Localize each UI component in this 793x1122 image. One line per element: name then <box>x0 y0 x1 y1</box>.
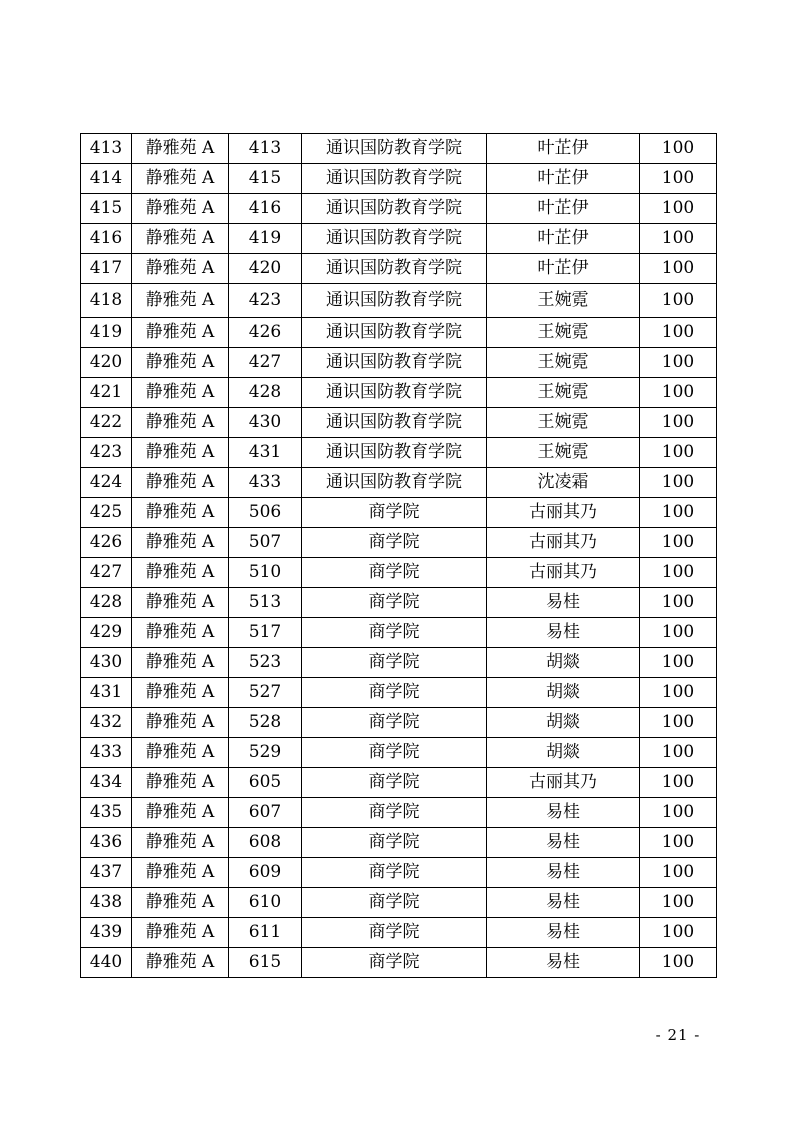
row-index-cell: 440 <box>81 948 132 978</box>
inspector-cell: 叶芷伊 <box>487 254 640 284</box>
score-cell: 100 <box>640 528 717 558</box>
row-index-cell: 420 <box>81 348 132 378</box>
score-cell: 100 <box>640 888 717 918</box>
college-cell: 商学院 <box>302 798 487 828</box>
building-cell: 静雅苑 A <box>132 498 229 528</box>
score-cell: 100 <box>640 164 717 194</box>
college-cell: 通识国防教育学院 <box>302 348 487 378</box>
score-cell: 100 <box>640 768 717 798</box>
table-row <box>81 828 717 858</box>
row-index-cell: 434 <box>81 768 132 798</box>
table-row <box>81 558 717 588</box>
room-cell: 517 <box>229 618 302 648</box>
table-row <box>81 438 717 468</box>
inspector-cell: 易桂 <box>487 918 640 948</box>
score-cell: 100 <box>640 918 717 948</box>
college-cell: 商学院 <box>302 948 487 978</box>
room-cell: 426 <box>229 318 302 348</box>
room-cell: 506 <box>229 498 302 528</box>
inspector-cell: 易桂 <box>487 588 640 618</box>
row-index-cell: 417 <box>81 254 132 284</box>
college-cell: 通识国防教育学院 <box>302 378 487 408</box>
table-row <box>81 888 717 918</box>
table-row <box>81 498 717 528</box>
inspector-cell: 易桂 <box>487 828 640 858</box>
inspector-cell: 叶芷伊 <box>487 224 640 254</box>
inspector-cell: 叶芷伊 <box>487 164 640 194</box>
college-cell: 商学院 <box>302 918 487 948</box>
table-row <box>81 858 717 888</box>
college-cell: 商学院 <box>302 648 487 678</box>
college-cell: 商学院 <box>302 738 487 768</box>
table-row <box>81 348 717 378</box>
table-row <box>81 738 717 768</box>
table-row <box>81 678 717 708</box>
room-cell: 430 <box>229 408 302 438</box>
building-cell: 静雅苑 A <box>132 558 229 588</box>
college-cell: 商学院 <box>302 858 487 888</box>
table-row <box>81 284 717 318</box>
college-cell: 商学院 <box>302 528 487 558</box>
dorm-score-table <box>80 133 717 978</box>
inspector-cell: 王婉霓 <box>487 378 640 408</box>
room-cell: 416 <box>229 194 302 224</box>
college-cell: 商学院 <box>302 768 487 798</box>
score-cell: 100 <box>640 378 717 408</box>
score-cell: 100 <box>640 134 717 164</box>
room-cell: 419 <box>229 224 302 254</box>
table-row <box>81 254 717 284</box>
score-cell: 100 <box>640 828 717 858</box>
college-cell: 通识国防教育学院 <box>302 224 487 254</box>
inspector-cell: 叶芷伊 <box>487 194 640 224</box>
room-cell: 527 <box>229 678 302 708</box>
building-cell: 静雅苑 A <box>132 348 229 378</box>
inspector-cell: 易桂 <box>487 948 640 978</box>
building-cell: 静雅苑 A <box>132 224 229 254</box>
inspector-cell: 胡燚 <box>487 678 640 708</box>
row-index-cell: 430 <box>81 648 132 678</box>
inspector-cell: 易桂 <box>487 618 640 648</box>
room-cell: 428 <box>229 378 302 408</box>
college-cell: 通识国防教育学院 <box>302 284 487 318</box>
row-index-cell: 428 <box>81 588 132 618</box>
room-cell: 420 <box>229 254 302 284</box>
score-cell: 100 <box>640 254 717 284</box>
table-row <box>81 164 717 194</box>
room-cell: 431 <box>229 438 302 468</box>
college-cell: 通识国防教育学院 <box>302 438 487 468</box>
inspector-cell: 易桂 <box>487 858 640 888</box>
score-cell: 100 <box>640 194 717 224</box>
room-cell: 507 <box>229 528 302 558</box>
building-cell: 静雅苑 A <box>132 588 229 618</box>
college-cell: 通识国防教育学院 <box>302 318 487 348</box>
room-cell: 510 <box>229 558 302 588</box>
row-index-cell: 423 <box>81 438 132 468</box>
table-row <box>81 194 717 224</box>
college-cell: 通识国防教育学院 <box>302 254 487 284</box>
page-number: - 21 - <box>655 1026 701 1044</box>
building-cell: 静雅苑 A <box>132 918 229 948</box>
room-cell: 413 <box>229 134 302 164</box>
room-cell: 529 <box>229 738 302 768</box>
table-row <box>81 768 717 798</box>
room-cell: 607 <box>229 798 302 828</box>
room-cell: 513 <box>229 588 302 618</box>
inspector-cell: 王婉霓 <box>487 438 640 468</box>
score-cell: 100 <box>640 348 717 378</box>
college-cell: 商学院 <box>302 558 487 588</box>
building-cell: 静雅苑 A <box>132 738 229 768</box>
room-cell: 427 <box>229 348 302 378</box>
table-body <box>81 134 717 978</box>
row-index-cell: 421 <box>81 378 132 408</box>
score-cell: 100 <box>640 708 717 738</box>
room-cell: 611 <box>229 918 302 948</box>
building-cell: 静雅苑 A <box>132 164 229 194</box>
building-cell: 静雅苑 A <box>132 134 229 164</box>
inspector-cell: 古丽其乃 <box>487 558 640 588</box>
score-cell: 100 <box>640 408 717 438</box>
inspector-cell: 胡燚 <box>487 738 640 768</box>
building-cell: 静雅苑 A <box>132 528 229 558</box>
row-index-cell: 437 <box>81 858 132 888</box>
table-row <box>81 918 717 948</box>
room-cell: 610 <box>229 888 302 918</box>
row-index-cell: 415 <box>81 194 132 224</box>
table-row <box>81 408 717 438</box>
room-cell: 523 <box>229 648 302 678</box>
row-index-cell: 438 <box>81 888 132 918</box>
college-cell: 通识国防教育学院 <box>302 194 487 224</box>
score-cell: 100 <box>640 738 717 768</box>
room-cell: 605 <box>229 768 302 798</box>
building-cell: 静雅苑 A <box>132 678 229 708</box>
table-row <box>81 528 717 558</box>
score-cell: 100 <box>640 284 717 318</box>
building-cell: 静雅苑 A <box>132 318 229 348</box>
row-index-cell: 419 <box>81 318 132 348</box>
table-row <box>81 708 717 738</box>
inspector-cell: 胡燚 <box>487 648 640 678</box>
inspector-cell: 易桂 <box>487 798 640 828</box>
score-cell: 100 <box>640 648 717 678</box>
score-cell: 100 <box>640 438 717 468</box>
table-row <box>81 318 717 348</box>
row-index-cell: 426 <box>81 528 132 558</box>
row-index-cell: 422 <box>81 408 132 438</box>
building-cell: 静雅苑 A <box>132 648 229 678</box>
building-cell: 静雅苑 A <box>132 708 229 738</box>
building-cell: 静雅苑 A <box>132 798 229 828</box>
table-row <box>81 618 717 648</box>
table-row <box>81 468 717 498</box>
row-index-cell: 439 <box>81 918 132 948</box>
table-row <box>81 588 717 618</box>
college-cell: 通识国防教育学院 <box>302 164 487 194</box>
row-index-cell: 416 <box>81 224 132 254</box>
score-cell: 100 <box>640 468 717 498</box>
inspector-cell: 王婉霓 <box>487 318 640 348</box>
building-cell: 静雅苑 A <box>132 948 229 978</box>
table-row <box>81 378 717 408</box>
building-cell: 静雅苑 A <box>132 768 229 798</box>
room-cell: 415 <box>229 164 302 194</box>
row-index-cell: 427 <box>81 558 132 588</box>
row-index-cell: 424 <box>81 468 132 498</box>
row-index-cell: 432 <box>81 708 132 738</box>
room-cell: 528 <box>229 708 302 738</box>
college-cell: 商学院 <box>302 618 487 648</box>
score-cell: 100 <box>640 618 717 648</box>
score-cell: 100 <box>640 318 717 348</box>
college-cell: 商学院 <box>302 678 487 708</box>
building-cell: 静雅苑 A <box>132 254 229 284</box>
building-cell: 静雅苑 A <box>132 858 229 888</box>
inspector-cell: 王婉霓 <box>487 348 640 378</box>
row-index-cell: 435 <box>81 798 132 828</box>
row-index-cell: 433 <box>81 738 132 768</box>
room-cell: 608 <box>229 828 302 858</box>
college-cell: 商学院 <box>302 828 487 858</box>
row-index-cell: 413 <box>81 134 132 164</box>
room-cell: 609 <box>229 858 302 888</box>
college-cell: 商学院 <box>302 588 487 618</box>
building-cell: 静雅苑 A <box>132 194 229 224</box>
row-index-cell: 436 <box>81 828 132 858</box>
table-row <box>81 224 717 254</box>
college-cell: 通识国防教育学院 <box>302 408 487 438</box>
inspector-cell: 王婉霓 <box>487 284 640 318</box>
room-cell: 423 <box>229 284 302 318</box>
table-row <box>81 948 717 978</box>
building-cell: 静雅苑 A <box>132 378 229 408</box>
inspector-cell: 古丽其乃 <box>487 768 640 798</box>
building-cell: 静雅苑 A <box>132 888 229 918</box>
inspector-cell: 古丽其乃 <box>487 528 640 558</box>
score-cell: 100 <box>640 678 717 708</box>
room-cell: 615 <box>229 948 302 978</box>
building-cell: 静雅苑 A <box>132 284 229 318</box>
row-index-cell: 418 <box>81 284 132 318</box>
building-cell: 静雅苑 A <box>132 468 229 498</box>
score-cell: 100 <box>640 224 717 254</box>
college-cell: 商学院 <box>302 498 487 528</box>
score-cell: 100 <box>640 498 717 528</box>
college-cell: 通识国防教育学院 <box>302 468 487 498</box>
college-cell: 商学院 <box>302 888 487 918</box>
score-cell: 100 <box>640 588 717 618</box>
score-cell: 100 <box>640 948 717 978</box>
row-index-cell: 431 <box>81 678 132 708</box>
college-cell: 通识国防教育学院 <box>302 134 487 164</box>
row-index-cell: 425 <box>81 498 132 528</box>
row-index-cell: 414 <box>81 164 132 194</box>
building-cell: 静雅苑 A <box>132 618 229 648</box>
inspector-cell: 胡燚 <box>487 708 640 738</box>
table-row <box>81 134 717 164</box>
table-row <box>81 648 717 678</box>
inspector-cell: 沈凌霜 <box>487 468 640 498</box>
score-cell: 100 <box>640 558 717 588</box>
building-cell: 静雅苑 A <box>132 828 229 858</box>
college-cell: 商学院 <box>302 708 487 738</box>
row-index-cell: 429 <box>81 618 132 648</box>
inspector-cell: 易桂 <box>487 888 640 918</box>
score-cell: 100 <box>640 858 717 888</box>
inspector-cell: 叶芷伊 <box>487 134 640 164</box>
building-cell: 静雅苑 A <box>132 438 229 468</box>
inspector-cell: 古丽其乃 <box>487 498 640 528</box>
room-cell: 433 <box>229 468 302 498</box>
inspector-cell: 王婉霓 <box>487 408 640 438</box>
score-cell: 100 <box>640 798 717 828</box>
building-cell: 静雅苑 A <box>132 408 229 438</box>
table-row <box>81 798 717 828</box>
